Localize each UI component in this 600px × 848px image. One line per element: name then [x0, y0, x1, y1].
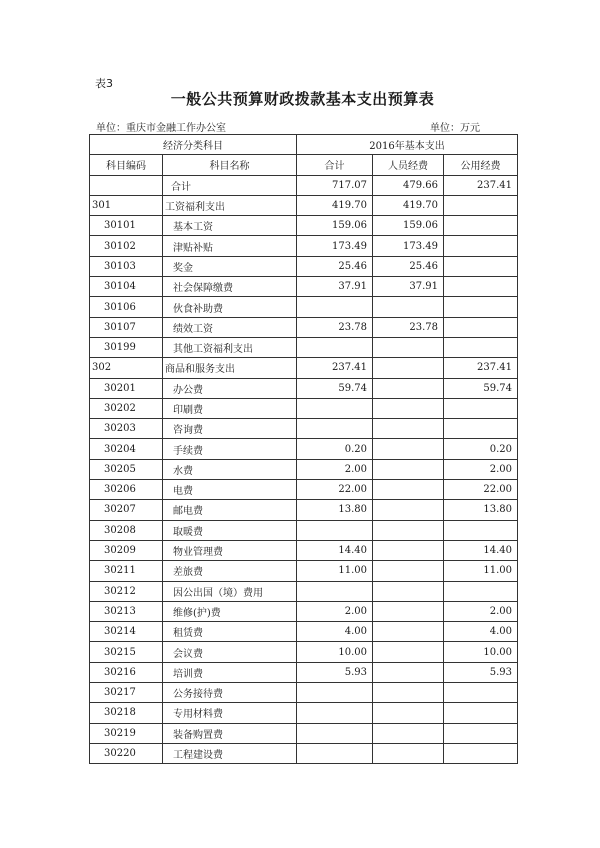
row-code: 30205: [90, 459, 163, 479]
row-personnel: [373, 358, 444, 378]
table-row: [90, 195, 518, 215]
row-code: 30106: [90, 297, 163, 317]
row-name: 合计: [163, 175, 297, 195]
header-group-row: [90, 135, 518, 155]
row-code: [90, 175, 163, 195]
table-row: [90, 500, 518, 520]
row-name: 取暖费: [163, 520, 297, 540]
table-row: [90, 398, 518, 418]
row-personnel: 159.06: [373, 216, 444, 236]
row-code: 30216: [90, 662, 163, 682]
row-public: [444, 277, 518, 297]
row-public: 59.74: [444, 378, 518, 398]
row-public: [444, 297, 518, 317]
row-public: [444, 216, 518, 236]
row-personnel: 173.49: [373, 236, 444, 256]
row-public: 237.41: [444, 175, 518, 195]
row-public: 22.00: [444, 480, 518, 500]
table-row: [90, 317, 518, 337]
header-name: 科目名称: [163, 155, 297, 175]
row-code: 30208: [90, 520, 163, 540]
row-name: 商品和服务支出: [163, 358, 297, 378]
row-name: 培训费: [163, 662, 297, 682]
row-code: 30201: [90, 378, 163, 398]
row-personnel: [373, 480, 444, 500]
row-name: 绩效工资: [163, 317, 297, 337]
row-code: 30209: [90, 540, 163, 560]
row-public: 10.00: [444, 642, 518, 662]
row-total: 25.46: [297, 256, 373, 276]
row-name: 咨询费: [163, 419, 297, 439]
table-row: [90, 662, 518, 682]
row-public: 2.00: [444, 601, 518, 621]
row-public: [444, 398, 518, 418]
row-personnel: [373, 723, 444, 743]
row-public: 237.41: [444, 358, 518, 378]
row-name: 基本工资: [163, 216, 297, 236]
row-public: 14.40: [444, 540, 518, 560]
budget-table: [89, 134, 518, 764]
row-personnel: [373, 378, 444, 398]
row-total: 237.41: [297, 358, 373, 378]
row-name: 奖金: [163, 256, 297, 276]
row-public: [444, 419, 518, 439]
header-total: 合计: [297, 155, 373, 175]
row-code: 30218: [90, 703, 163, 723]
row-personnel: [373, 662, 444, 682]
row-name: 维修(护)费: [163, 601, 297, 621]
row-code: 30101: [90, 216, 163, 236]
row-total: 59.74: [297, 378, 373, 398]
row-code: 30217: [90, 683, 163, 703]
row-name: 邮电费: [163, 500, 297, 520]
row-personnel: 419.70: [373, 195, 444, 215]
table-row: [90, 358, 518, 378]
row-personnel: [373, 297, 444, 317]
row-public: [444, 703, 518, 723]
table-row: [90, 622, 518, 642]
row-code: 301: [90, 195, 163, 215]
row-code: 30219: [90, 723, 163, 743]
row-name: 工资福利支出: [163, 195, 297, 215]
row-personnel: [373, 703, 444, 723]
row-name: 会议费: [163, 642, 297, 662]
row-public: [444, 337, 518, 357]
page-title: 一般公共预算财政拨款基本支出预算表: [170, 90, 435, 108]
row-public: [444, 723, 518, 743]
row-code: 30103: [90, 256, 163, 276]
row-total: 13.80: [297, 500, 373, 520]
header-columns-row: [90, 155, 518, 175]
header-basic-expenditure-2016: 2016年基本支出: [297, 135, 518, 155]
row-public: 11.00: [444, 561, 518, 581]
row-public: 2.00: [444, 459, 518, 479]
row-code: 30107: [90, 317, 163, 337]
row-name: 办公费: [163, 378, 297, 398]
unit-organization-label: 单位：重庆市金融工作办公室: [96, 123, 226, 134]
row-name: 其他工资福利支出: [163, 337, 297, 357]
row-total: [297, 337, 373, 357]
row-name: 工程建设费: [163, 743, 297, 763]
table-row: [90, 419, 518, 439]
row-total: 5.93: [297, 662, 373, 682]
row-total: 10.00: [297, 642, 373, 662]
table-row: [90, 743, 518, 763]
row-code: 30220: [90, 743, 163, 763]
row-name: 物业管理费: [163, 540, 297, 560]
row-total: [297, 581, 373, 601]
row-personnel: [373, 561, 444, 581]
table-row: [90, 277, 518, 297]
row-total: 717.07: [297, 175, 373, 195]
row-name: 印刷费: [163, 398, 297, 418]
table-row: [90, 520, 518, 540]
row-code: 30203: [90, 419, 163, 439]
unit-currency-label: 单位：万元: [430, 123, 480, 134]
row-name: 因公出国（境）费用: [163, 581, 297, 601]
row-personnel: 479.66: [373, 175, 444, 195]
row-personnel: 23.78: [373, 317, 444, 337]
table-row: [90, 175, 518, 195]
row-total: 173.49: [297, 236, 373, 256]
row-total: 159.06: [297, 216, 373, 236]
row-total: [297, 419, 373, 439]
row-total: [297, 743, 373, 763]
row-personnel: [373, 337, 444, 357]
row-personnel: 25.46: [373, 256, 444, 276]
row-public: 13.80: [444, 500, 518, 520]
row-code: 302: [90, 358, 163, 378]
row-personnel: [373, 459, 444, 479]
row-total: 23.78: [297, 317, 373, 337]
row-code: 30213: [90, 601, 163, 621]
table-row: [90, 216, 518, 236]
row-name: 水费: [163, 459, 297, 479]
row-code: 30204: [90, 439, 163, 459]
row-public: [444, 743, 518, 763]
table-row: [90, 459, 518, 479]
row-personnel: [373, 419, 444, 439]
row-total: 22.00: [297, 480, 373, 500]
header-public: 公用经费: [444, 155, 518, 175]
row-total: [297, 703, 373, 723]
row-name: 手续费: [163, 439, 297, 459]
row-total: [297, 398, 373, 418]
row-total: 14.40: [297, 540, 373, 560]
row-total: 4.00: [297, 622, 373, 642]
row-code: 30212: [90, 581, 163, 601]
table-row: [90, 723, 518, 743]
row-code: 30102: [90, 236, 163, 256]
row-public: 5.93: [444, 662, 518, 682]
row-code: 30199: [90, 337, 163, 357]
row-code: 30206: [90, 480, 163, 500]
row-public: [444, 520, 518, 540]
row-total: 2.00: [297, 459, 373, 479]
table-row: [90, 581, 518, 601]
row-personnel: [373, 743, 444, 763]
row-public: [444, 581, 518, 601]
row-personnel: [373, 601, 444, 621]
row-name: 租赁费: [163, 622, 297, 642]
row-public: 0.20: [444, 439, 518, 459]
row-public: 4.00: [444, 622, 518, 642]
row-personnel: [373, 642, 444, 662]
table-row: [90, 297, 518, 317]
row-name: 公务接待费: [163, 683, 297, 703]
header-personnel: 人员经费: [373, 155, 444, 175]
row-total: [297, 297, 373, 317]
row-total: 419.70: [297, 195, 373, 215]
row-name: 装备购置费: [163, 723, 297, 743]
table-row: [90, 378, 518, 398]
row-name: 差旅费: [163, 561, 297, 581]
row-public: [444, 317, 518, 337]
row-personnel: [373, 439, 444, 459]
table-row: [90, 256, 518, 276]
row-total: [297, 520, 373, 540]
row-total: [297, 683, 373, 703]
table-number-label: 表3: [95, 77, 113, 90]
table-row: [90, 337, 518, 357]
row-personnel: [373, 540, 444, 560]
table-row: [90, 439, 518, 459]
row-code: 30214: [90, 622, 163, 642]
row-public: [444, 683, 518, 703]
row-personnel: [373, 683, 444, 703]
table-row: [90, 561, 518, 581]
row-total: [297, 723, 373, 743]
header-code: 科目编码: [90, 155, 163, 175]
row-name: 社会保障缴费: [163, 277, 297, 297]
row-public: [444, 256, 518, 276]
row-name: 专用材料费: [163, 703, 297, 723]
row-public: [444, 236, 518, 256]
row-personnel: [373, 500, 444, 520]
row-personnel: [373, 581, 444, 601]
table-row: [90, 540, 518, 560]
row-personnel: 37.91: [373, 277, 444, 297]
row-total: 37.91: [297, 277, 373, 297]
row-code: 30207: [90, 500, 163, 520]
row-name: 电费: [163, 480, 297, 500]
row-personnel: [373, 520, 444, 540]
table-row: [90, 703, 518, 723]
table-row: [90, 480, 518, 500]
table-row: [90, 683, 518, 703]
row-code: 30104: [90, 277, 163, 297]
row-total: 0.20: [297, 439, 373, 459]
row-total: 11.00: [297, 561, 373, 581]
row-code: 30215: [90, 642, 163, 662]
row-public: [444, 195, 518, 215]
row-total: 2.00: [297, 601, 373, 621]
row-personnel: [373, 398, 444, 418]
row-code: 30202: [90, 398, 163, 418]
row-code: 30211: [90, 561, 163, 581]
header-economic-classification: 经济分类科目: [90, 135, 297, 155]
row-name: 伙食补助费: [163, 297, 297, 317]
table-row: [90, 601, 518, 621]
row-personnel: [373, 622, 444, 642]
row-name: 津贴补贴: [163, 236, 297, 256]
table-row: [90, 642, 518, 662]
table-row: [90, 236, 518, 256]
